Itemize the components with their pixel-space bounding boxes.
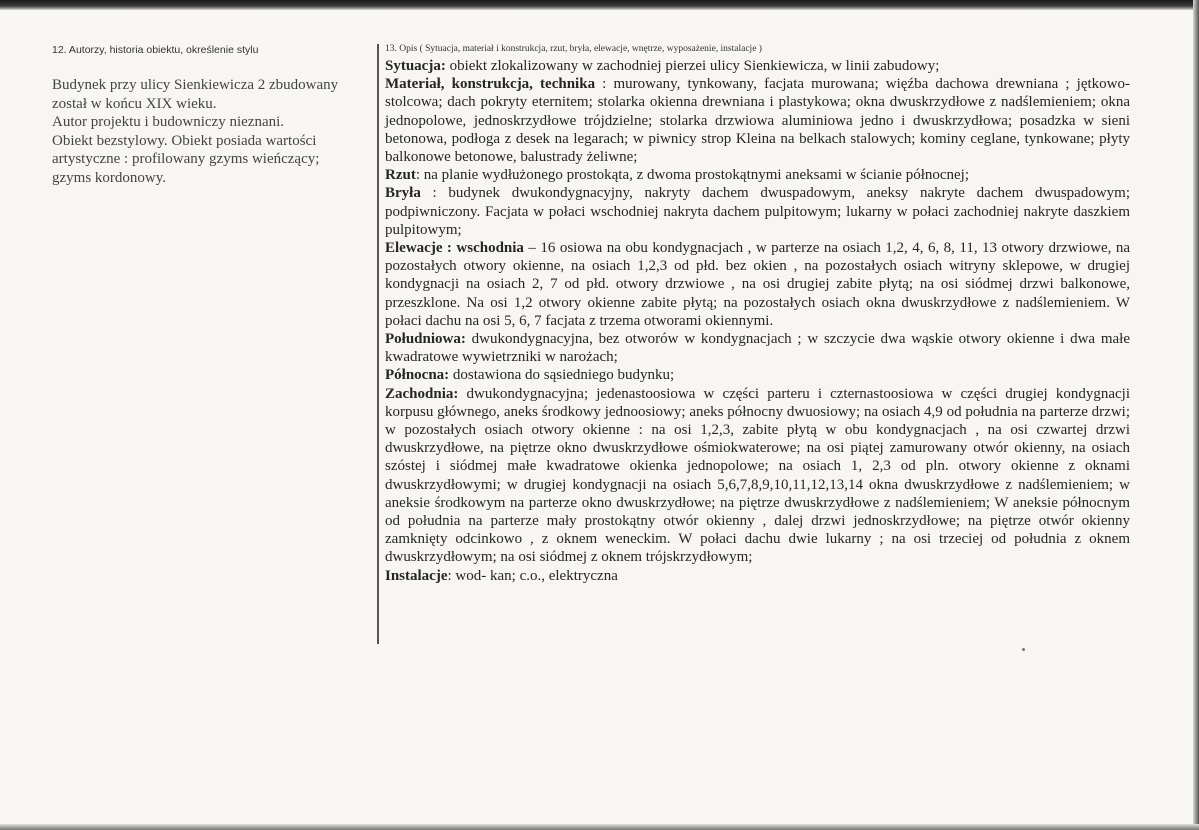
section-text: : murowany, tynkowany, facjata murowana; więźba dachowa drewniana ; jętkowo- stolcowa; dach pokryty eternitem; stolarka okienna drewniana i plastykowa; okna dwuskrzydłowe z nadślemieniem; okna jednopolowe, jednoskrzydłowe trójdzielne; stolarka drzwiowa aluminiowa jedno i dwuskrzydłowa; posadzka w sieni betonowa, podłoga z desek na legarach; w piwnicy strop Kleina na belkach stalowych; kominy ceglane, tynkowane; płyty balkonowe betonowe, balustrady żeliwne;: [385, 76, 1130, 166]
section-text: obiekt zlokalizowany w zachodniej pierzei ulicy Sienkiewicza, w linii zabudowy;: [445, 58, 940, 74]
section-text: dostawiona do sąsiedniego budynku;: [449, 367, 675, 384]
section-text: – 16 osiowa na obu kondygnacjach , w parterze na osiach 1,2, 4, 6, 8, 11, 13 otwory drzwiowe, na pozostałych otwory okienne, na osiach 1,2,3 od płd. bez okien , na pozostałych osiach witryny sklepowe, w drugiej kondygnacji na osiach 2, 7 od płd. otwory drzwiowe , na osi drugiej zabite płytą; na osi siódmej drzwi balkonowe, przeszklone. Na osi 1,2 otwory okienne zabite płytą; na pozostałych osiach okna dwuskrzydłowe z nadślemieniem. W połaci dachu na osi 5, 6, 7 facjata z trzema otworami okiennymi.: [385, 240, 1130, 329]
paragraph-line: Budynek przy ulicy Sienkiewicza 2 zbudowany: [52, 77, 339, 93]
section-label: Rzut: [385, 167, 416, 184]
section-sytuacja: [385, 57, 1130, 75]
scan-edge-right: [1193, 0, 1199, 830]
section-elewacja-wschodnia: [385, 239, 1130, 330]
section-elewacja-polnocna: [385, 366, 1130, 384]
scan-edge-top: [0, 0, 1199, 10]
paragraph-line: gzyms kordonowy.: [52, 169, 167, 186]
paragraph-line: Obiekt bezstylowy. Obiekt posiada wartości: [52, 132, 317, 149]
section-rzut: [385, 166, 1130, 184]
description-body: [385, 57, 1130, 585]
authors-history-paragraph: [52, 76, 374, 187]
paragraph-line: artystyczne : profilowany gzyms wieńczący;: [52, 151, 320, 167]
section-text: dwukondygnacyjna, bez otworów w kondygnacjach ; w szczycie dwa wąskie otwory okienne i dwa małe kwadratowe wywietrzniki w narożach;: [385, 331, 1130, 366]
column-divider: [377, 44, 379, 644]
section-label: Instalacje: [385, 567, 448, 584]
description-column: [385, 44, 1130, 585]
section-text: : wod- kan; c.o., elektryczna: [447, 567, 618, 584]
section-label: Bryła: [385, 185, 421, 202]
section-label: Zachodnia:: [385, 385, 459, 402]
section-bryla: [385, 184, 1130, 239]
section-elewacja-poludniowa: [385, 330, 1130, 366]
section-text: : budynek dwukondygnacyjny, nakryty dachem dwuspadowym, aneksy nakryte dachem dwuspadowym; podpiwniczony. Facjata w połaci wschodniej nakryta dachem pulpitowym; lukarny w połaci zachodniej nakryte daszkiem pulpitowym;: [385, 185, 1130, 238]
authors-history-header: 12. Autorzy, historia obiektu, określenie stylu: [52, 44, 259, 56]
scan-edge-bottom: [0, 824, 1199, 830]
section-label: Północna:: [385, 367, 450, 384]
section-label: Elewacje : wschodnia: [385, 240, 524, 257]
section-text: : na planie wydłużonego prostokąta, z dwoma prostokątnymi aneksami w ścianie północnej;: [415, 167, 970, 184]
paragraph-line: Autor projektu i budowniczy nieznani.: [52, 114, 285, 130]
section-text: dwukondygnacyjna; jedenastoosiowa w części parteru i czternastoosiowa w części drugiej kondygnacji korpusu głównego, aneks środkowy jednoosiowy; aneks północny dwuosiowy; na osiach 4,9 od południa na parterze drzwi; w pozostałych osiach otwory okienne : na osi 1,2,3, zabite płytą w obu kondygnacjach , na osi czwartej drzwi dwuskrzydłowe, na piętrze okno dwuskrzydłowe ośmiokwaterowe; na osi piątej zamurowany otwór okienny, na osiach szóstej i siódmej małe kwadratowe okienka jednopolowe; na osiach 1, 2,3 od pln. otwory okienne z oknami dwuskrzydłowymi; w drugiej kondygnacji na osiach 5,6,7,8,9,10,11,12,13,14 okna dwuskrzydłowe z nadślemieniem; w aneksie środkowym na parterze okno dwuskrzydłowe; na piętrze dwuskrzydłowe z nadślemieniem; W aneksie północnym od południa na parterze mały prostokątny otwór okienny , dalej drzwi jednoskrzydłowe; na piętrze otwór okienny zamknięty odcinkowo , z oknem weneckim. W połaci dachu dwie lukarny ; na osi trzeciej od południa z oknem dwuskrzydłowym; na osi siódmej z oknem trójskrzydłowym;: [385, 385, 1130, 566]
authors-history-column: [52, 44, 374, 187]
section-instalacje: [385, 567, 1130, 585]
description-header: 13. Opis ( Sytuacja, materiał i konstrukcja, rzut, bryła, elewacje, wnętrze, wyposażenie, instalacje ): [385, 44, 762, 54]
section-material: [385, 75, 1130, 166]
paragraph-line: został w końcu XIX wieku.: [52, 95, 217, 112]
section-label: Południowa:: [385, 331, 466, 348]
scan-speck: [1022, 648, 1025, 651]
section-label: Sytuacja:: [385, 58, 446, 74]
section-label: Materiał, konstrukcja, technika: [385, 76, 596, 93]
section-elewacja-zachodnia: [385, 385, 1130, 567]
